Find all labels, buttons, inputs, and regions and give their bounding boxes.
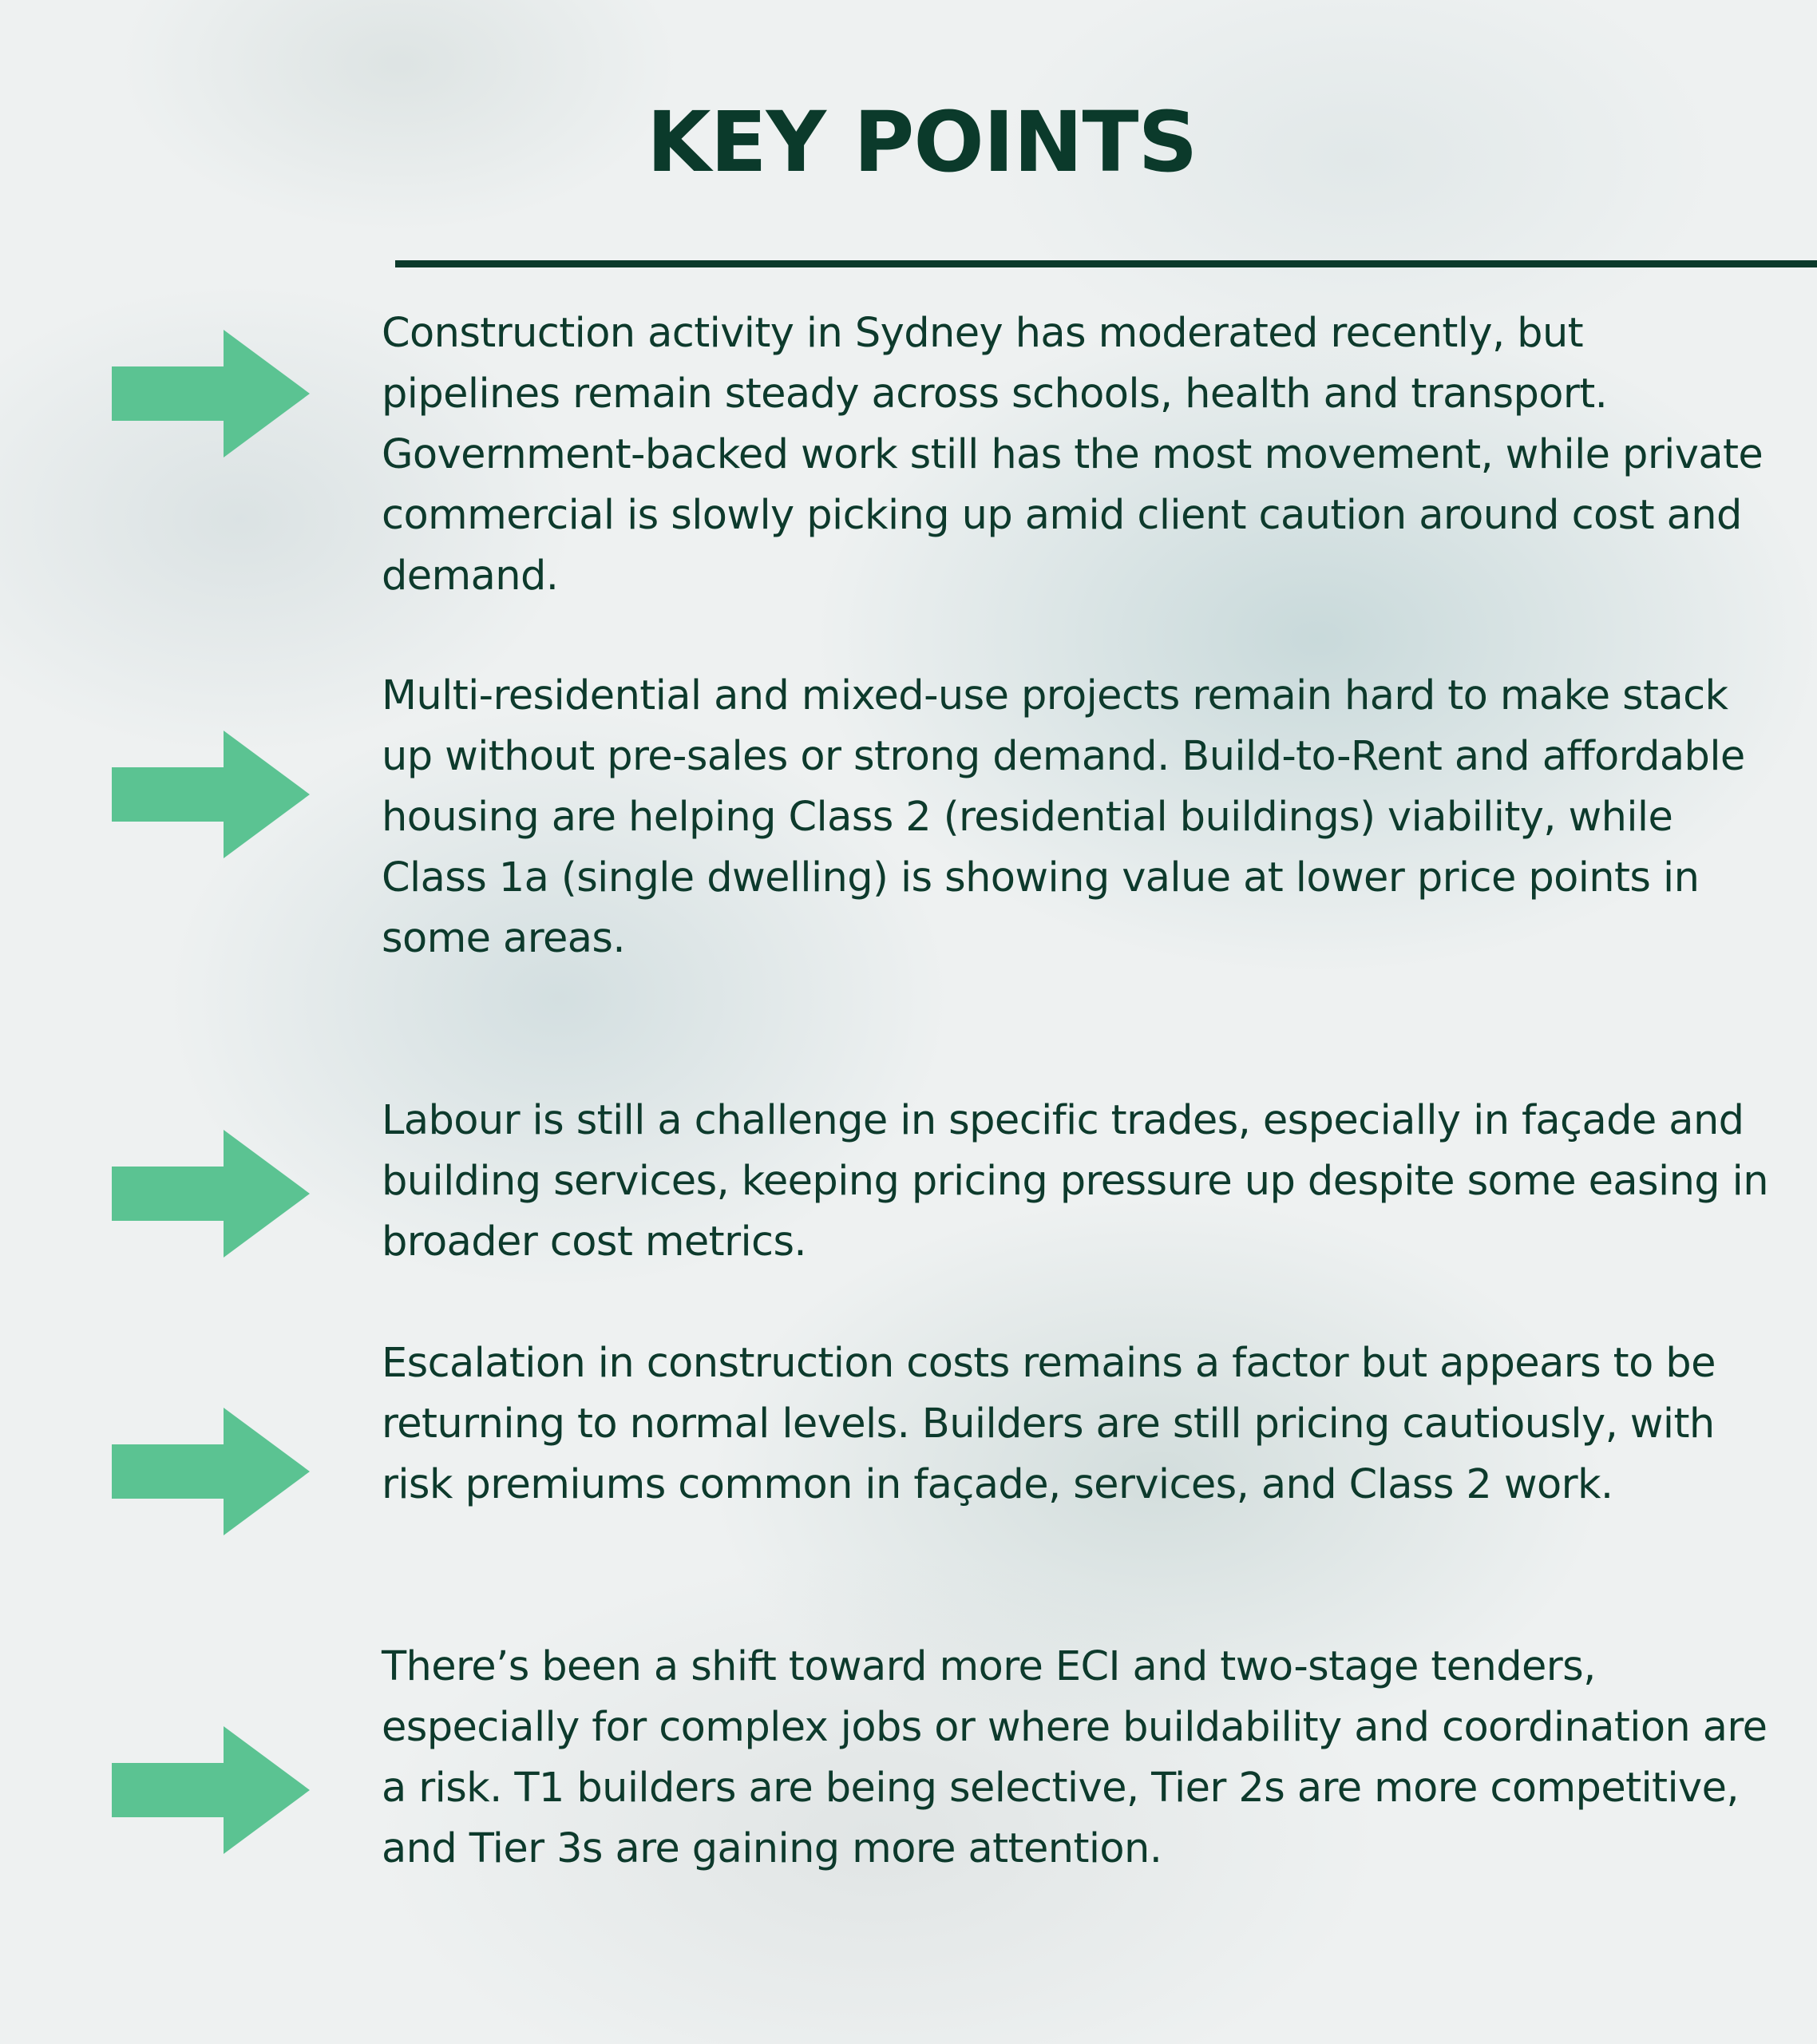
key-point-text: Labour is still a challenge in specific trades, especially in façade and building services, keeping pricing pressure up despite some easing in broader cost metrics.: [382, 1097, 1768, 1266]
title-divider: [395, 260, 1817, 267]
right-arrow-icon: [112, 731, 310, 858]
right-arrow-icon: [112, 1130, 310, 1258]
key-point-text: Escalation in construction costs remains a factor but appears to be returning to normal levels. Builders are still pricing cautiously, with risk premiums common in façade, services, and Class 2 work.: [382, 1340, 1716, 1508]
right-arrow-icon: [112, 1408, 310, 1535]
key-point-text: Multi-residential and mixed-use projects remain hard to make stack up without pre-sales or strong demand. Build-to-Rent and affordable housing are helping Class 2 (residential buildings) viability, while Class 1a (single dwelling) is showing value at lower price points in some areas.: [382, 672, 1745, 962]
key-point-text: There’s been a shift toward more ECI and two-stage tenders, especially for complex jobs or where buildability and coordination are a risk. T1 builders are being selective, Tier 2s are more competitive, and Tier 3s are gaining more attention.: [382, 1643, 1768, 1872]
right-arrow-icon: [112, 330, 310, 458]
right-arrow-icon: [112, 1726, 310, 1854]
page-title: KEY POINTS: [647, 93, 1197, 191]
key-point-text: Construction activity in Sydney has moderated recently, but pipelines remain steady across schools, health and transport. Government-backed work still has the most movement, while private commercial is slowly picking up amid client caution around cost and demand.: [382, 310, 1764, 600]
